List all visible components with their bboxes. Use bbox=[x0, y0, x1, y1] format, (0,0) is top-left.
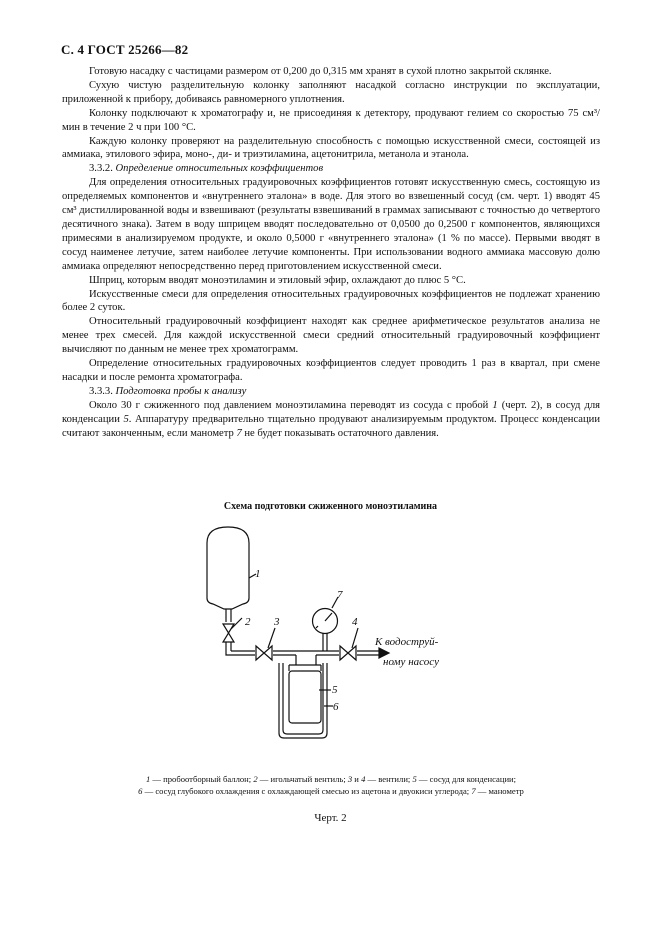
condensation-vessel bbox=[289, 671, 321, 723]
section-title: Подготовка пробы к анализу bbox=[115, 385, 247, 397]
section-title: Определение относительных коэффициентов bbox=[115, 163, 324, 175]
label-2: 2 bbox=[245, 616, 251, 628]
section-number: 3.3.3. bbox=[89, 385, 113, 397]
caption-text: — игольчатый вентиль; bbox=[257, 774, 348, 784]
caption-number: 7 bbox=[471, 786, 476, 796]
text-run: не будет показывать остаточного давления. bbox=[241, 427, 439, 439]
ref-number: 1 bbox=[492, 399, 498, 411]
needle-valve bbox=[223, 624, 234, 642]
label-6: 6 bbox=[333, 701, 339, 713]
figure-label: Черт. 2 bbox=[314, 812, 347, 824]
text-run: . Аппаратуру предварительно тщательно продувают анализируемым продуктом. Процесс конденсации считают законченным, если манометр bbox=[62, 413, 600, 439]
paragraph: Определение относительных градуировочных коэффициентов следует проводить 1 раз в квартал, при смене насадки и после ремонта хроматографа. bbox=[62, 358, 600, 383]
label-7: 7 bbox=[337, 589, 343, 601]
text-run: Около 30 г сжиженного под давлением моноэтиламина переводят из сосуда с пробой bbox=[89, 399, 493, 411]
label-5: 5 bbox=[332, 684, 338, 696]
caption-text: — манометр bbox=[475, 786, 524, 796]
paragraph: Шприц, которым вводят моноэтиламин и этиловый эфир, охлаждают до плюс 5 °С. bbox=[89, 274, 466, 286]
cooling-vessel bbox=[279, 663, 327, 738]
ref-number: 7 bbox=[236, 427, 242, 439]
section-number: 3.3.2. bbox=[89, 163, 113, 175]
ref-number: 5 bbox=[123, 413, 129, 425]
caption-text: и bbox=[352, 774, 362, 784]
sampling-cylinder bbox=[207, 527, 249, 609]
paragraph: Искусственные смеси для определения относительных градуировочных коэффициентов не подлежат хранению более 2 суток. bbox=[62, 288, 600, 314]
outlet-label-line1: К водоструй- bbox=[375, 636, 439, 648]
paragraph: Относительный градуировочный коэффициент находят как среднее арифметическое результатов анализа не менее трех смесей. Для каждой искусственной смеси средний относительный градуировочный коэффициент вычисляют по данным не менее трех хроматограмм. bbox=[62, 316, 600, 356]
page-header: С. 4 ГОСТ 25266—82 bbox=[61, 42, 189, 57]
caption-text: — сосуд для конденсации; bbox=[416, 774, 517, 784]
valve-4 bbox=[340, 646, 356, 660]
paragraph: Колонку подключают к хроматографу и, не присоединяя к детектору, продувают гелием со скоростью 75 см³/мин в течение 2 ч при 100 °С. bbox=[62, 107, 600, 133]
caption-number: 2 bbox=[253, 774, 258, 784]
caption-text: — вентили; bbox=[365, 774, 413, 784]
caption-number: 4 bbox=[361, 774, 366, 784]
caption-text: — сосуд глубокого охлаждения с охлаждающей смесью из ацетона и двуокиси углерода; bbox=[142, 786, 472, 796]
paragraph: Для определения относительных градуировочных коэффициентов готовят искусственную смесь, состоящую из определяемых компонентов и «внутреннего эталона» в воде. Для этого во взвешенный сосуд (см. черт. 1) вводят 45 см³ дистиллированной воды и взвешивают (результаты взвешиваний в граммах записывают с точностью до четвертого десятичного знака). Затем в воду шприцем вводят последовательно от 0,0500 до 0,2500 г компонентов, являющихся примесями в анализируемом продукте, и около 0,5000 г «внутреннего эталона» (1 % по массе). Первыми вводят в сосуд наименее летучие, затем наиболее летучие компоненты. При использовании водного аммиака массовую долю аммиака определяют непосредственно перед приготовлением искусственной смеси. bbox=[62, 177, 600, 272]
paragraph: Сухую чистую разделительную колонку заполняют насадкой согласно инструкции по эксплуатации, приложенной к прибору, добиваясь равномерного уплотнения. bbox=[62, 79, 600, 105]
caption-text: — пробоотборный баллон; bbox=[150, 774, 254, 784]
label-3: 3 bbox=[274, 616, 280, 628]
paragraph: Готовую насадку с частицами размером от 0,200 до 0,315 мм хранят в сухой плотно закрытой склянке. bbox=[89, 66, 552, 77]
scheme-title: Схема подготовки сжиженного моноэтиламина bbox=[223, 501, 438, 512]
paragraph: Каждую колонку проверяют на разделительную способность с помощью искусственной смеси, состоящей из аммиака, этилового эфира, моно-, ди- и триэтиламина, ацетонитрила, метанола и этанола. bbox=[62, 135, 600, 161]
caption-number: 5 bbox=[412, 774, 417, 784]
text-run: (черт. 2), в сосуд для конденсации bbox=[62, 399, 600, 425]
caption-number: 1 bbox=[145, 774, 151, 784]
label-1: 1 bbox=[255, 568, 261, 580]
caption-number: 3 bbox=[347, 774, 353, 784]
caption-number: 6 bbox=[138, 786, 143, 796]
figure-caption bbox=[62, 773, 600, 797]
valve-3 bbox=[256, 646, 272, 660]
outlet-label-line2: ному насосу bbox=[383, 656, 439, 668]
label-4: 4 bbox=[352, 616, 358, 628]
